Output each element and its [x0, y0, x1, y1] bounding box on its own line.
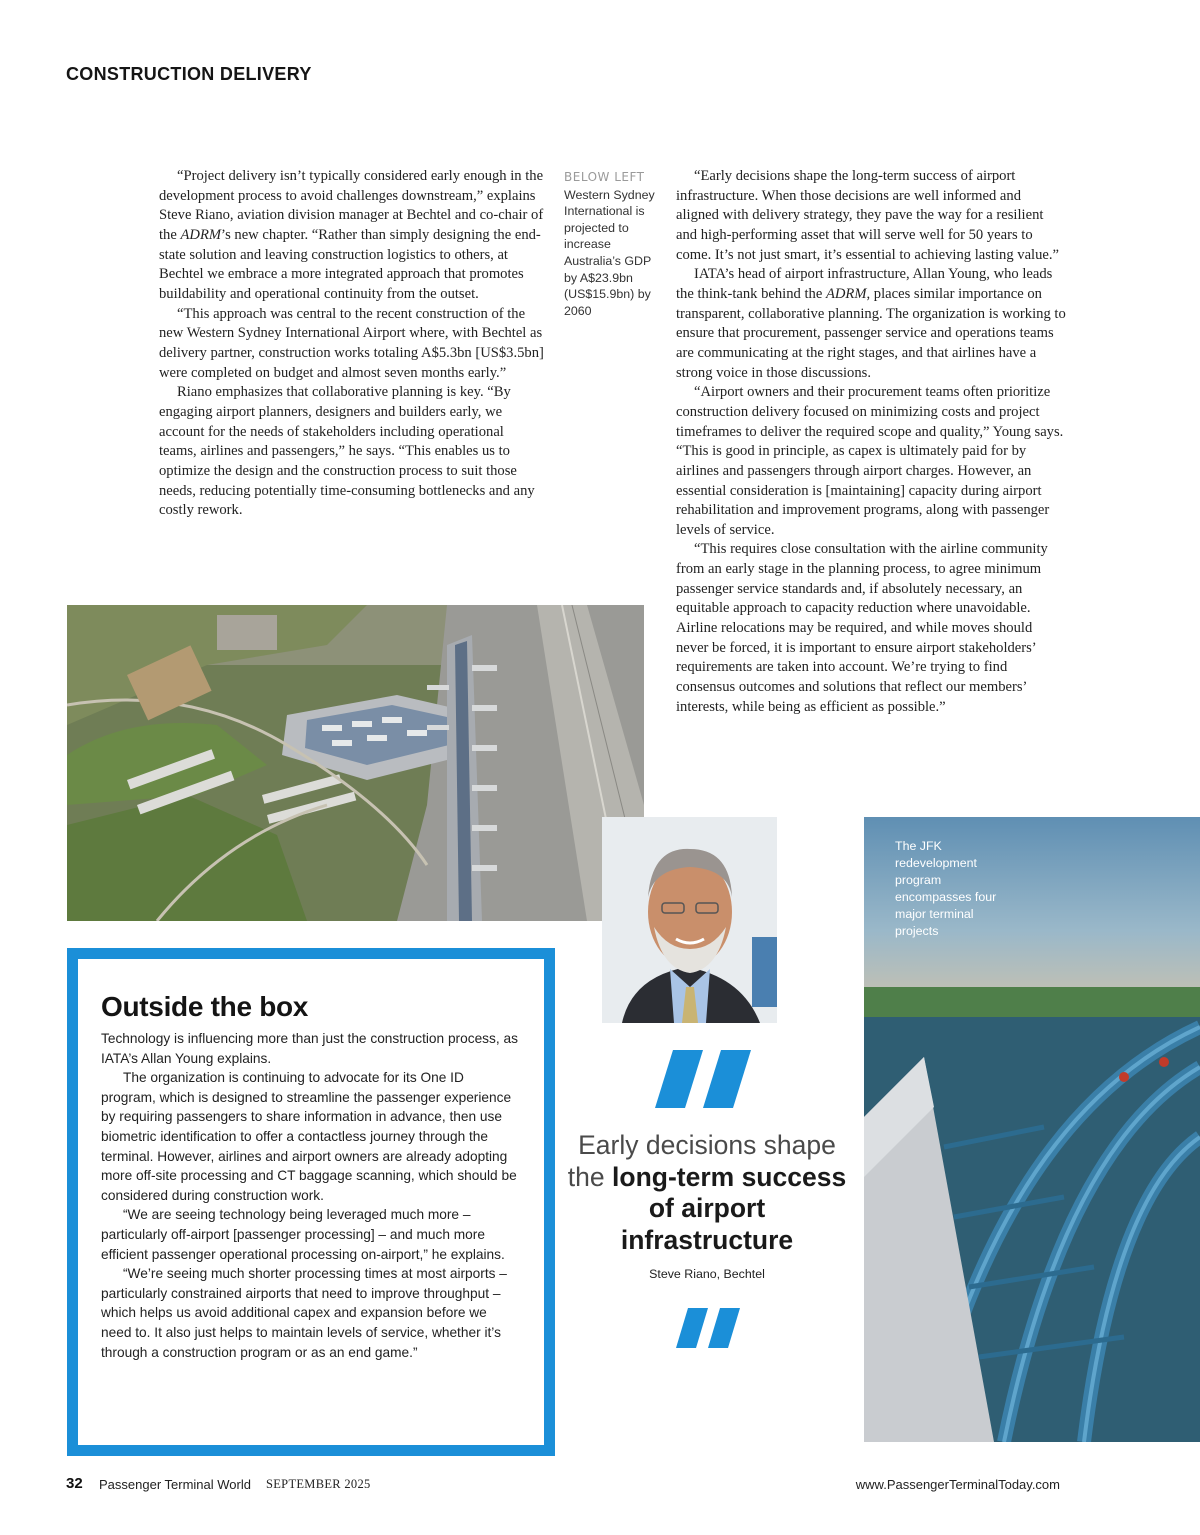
sidebar-title: Outside the box: [101, 991, 309, 1022]
pull-quote-bold: long-term success of airport infrastructure: [612, 1161, 847, 1255]
article-column-left: [159, 167, 544, 521]
jfk-photo-caption: The JFK redevelopment program encompasses four major terminal projects: [895, 839, 997, 938]
airport-aerial-photo: [67, 605, 644, 921]
sidebar-text: [101, 1029, 521, 1362]
article-paragraph: “Early decisions shape the long-term success of airport infrastructure. When those decisions are well informed and aligned with delivery strategy, they pave the way for a resilient and high-performing asset that will serve well for 50 years to come. It’s not just smart, it’s essential to achieving lasting value.”: [676, 168, 1060, 263]
sidebar-paragraph: The organization is continuing to advocate for its One ID program, which is designed to streamline the passenger experience by requiring passengers to share information in advance, then use biometric identification to offer a contactless journey through the terminal. However, airlines and airport owners are already adopting more off-site processing and CT baggage scanning, which should be considered during construction work.: [101, 1070, 517, 1203]
steve-riano-portrait: [602, 817, 777, 1023]
sidebar-paragraph: “We are seeing technology being leveraged much more – particularly off-airport [passenger processing] – and much more efficient passenger operational processing on-airport,” he explains.: [101, 1207, 505, 1262]
caption-text: Western Sydney International is projected to increase Australia’s GDP by A$23.9bn (US$15.9bn) by 2060: [564, 187, 655, 318]
website-link[interactable]: www.PassengerTerminalToday.com: [855, 1477, 1060, 1492]
issue-date: SEPTEMBER 2025: [266, 1477, 371, 1491]
quote-open-icon: [655, 1050, 755, 1108]
pull-quote-light: Early decisions shape the: [567, 1130, 836, 1192]
sidebar-paragraph: “We’re seeing much shorter processing times at most airports – particularly constrained airports that need to improve throughput – which helps us avoid additional capex and expansion before we need to. It also just helps to maintain levels of service, whether it’s through a construction program or as an end game.”: [101, 1266, 507, 1360]
sidebar-paragraph: Technology is influencing more than just the construction process, as IATA’s Allan Young explains.: [101, 1031, 518, 1066]
pull-quote: [562, 1130, 852, 1256]
section-heading: CONSTRUCTION DELIVERY: [66, 64, 312, 84]
article-column-right: [676, 167, 1066, 717]
pull-quote-attribution: Steve Riano, Bechtel: [649, 1267, 765, 1281]
photo-caption: [564, 169, 664, 319]
sidebar-box: [67, 948, 555, 1456]
article-paragraph: “This approach was central to the recent construction of the new Western Sydney International Airport where, with Bechtel as delivery partner, construction works totaling A$5.3bn [US$3.5bn] were completed on budget and almost seven months early.”: [159, 305, 544, 381]
article-paragraph: “This requires close consultation with the airline community from an early stage in the planning process, to agree minimum passenger service standards and, if absolutely necessary, an equitable approach to capacity reduction where unavoidable. Airline relocations may be required, and while moves should never be forced, it is important to ensure airport stakeholders’ requirements are taken into account. We’re trying to find consensus outcomes and solutions that reflect our members’ interests, while being as efficient as possible.”: [676, 541, 1048, 715]
caption-label: BELOW LEFT: [564, 170, 645, 184]
article-paragraph: Riano emphasizes that collaborative planning is key. “By engaging airport planners, designers and builders early, we account for the needs of stakeholders including operational teams, airlines and passengers,” he says. “This enables us to optimize the design and the construction process to suit those needs, reducing potentially time-consuming bottlenecks and any costly rework.: [159, 384, 535, 519]
article-paragraph: “Project delivery isn’t typically considered early enough in the development process to avoid challenges downstream,” explains Steve Riano, aviation division manager at Bechtel and co-chair of the ADRM’s new chapter. “Rather than simply designing the end-state solution and leaving construction logistics to others, at Bechtel we embrace a more integrated approach that promotes buildability and operational continuity from the outset.: [159, 168, 544, 302]
page-number: 32: [66, 1475, 83, 1492]
publication-name: Passenger Terminal World: [99, 1477, 251, 1492]
article-paragraph: “Airport owners and their procurement teams often prioritize construction delivery focused on minimizing costs and project timeframes to deliver the required scope and quality,” Young says. “This is good in principle, as capex is ultimately paid for by airlines and passengers through airport charges. However, an essential consideration is [maintaining] capacity during airport rehabilitation and improvement programs, along with passenger levels of service.: [676, 384, 1064, 538]
quote-close-icon: [676, 1308, 742, 1348]
article-paragraph: IATA’s head of airport infrastructure, Allan Young, who leads the think-tank behind the ADRM, places similar importance on transparent, collaborative planning. The organization is working to ensure that procurement, passenger service and operations teams are communicating at the right stages, and that airlines have a strong voice in those discussions.: [676, 266, 1066, 381]
